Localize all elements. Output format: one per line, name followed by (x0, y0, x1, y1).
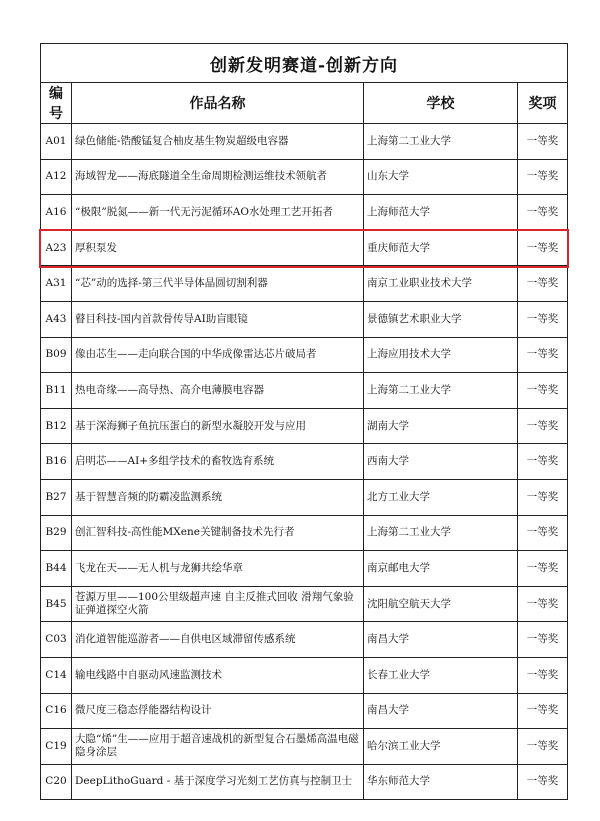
cell-award: 一等奖 (518, 693, 568, 729)
cell-name: 大隐“烯”生——应用于超音速战机的新型复合石墨烯高温电磁隐身涂层 (72, 729, 364, 765)
cell-school: 上海第二工业大学 (364, 124, 518, 160)
award-table-sheet (40, 43, 567, 800)
cell-name: 输电线路中自驱动风速监测技术 (72, 657, 364, 693)
cell-school: 南京工业职业技术大学 (364, 266, 518, 302)
cell-award: 一等奖 (518, 373, 568, 409)
table-row (41, 230, 568, 266)
cell-award: 一等奖 (518, 551, 568, 587)
cell-award: 一等奖 (518, 124, 568, 160)
cell-school: 哈尔滨工业大学 (364, 729, 518, 765)
table-row (41, 764, 568, 800)
cell-id: B45 (41, 586, 72, 622)
cell-name: 海域智龙——海底隧道全生命周期检测运维技术领航者 (72, 159, 364, 195)
cell-name: “芯”动的选择-第三代半导体晶圆切割利器 (72, 266, 364, 302)
table-row (41, 729, 568, 765)
cell-name: 像由芯生——走向联合国的中华成像雷达芯片破局者 (72, 337, 364, 373)
cell-id: A31 (41, 266, 72, 302)
header-id: 编号 (41, 83, 72, 124)
cell-school: 北方工业大学 (364, 479, 518, 515)
table-title: 创新发明赛道-创新方向 (41, 44, 568, 83)
cell-school: 上海应用技术大学 (364, 337, 518, 373)
cell-name: 瞽目科技-国内首款骨传导AI助盲眼镜 (72, 301, 364, 337)
cell-name: 基于智慧音频的防霸凌监测系统 (72, 479, 364, 515)
title-row (41, 44, 568, 83)
cell-school: 上海师范大学 (364, 195, 518, 231)
cell-id: B44 (41, 551, 72, 587)
cell-id: C19 (41, 729, 72, 765)
cell-award: 一等奖 (518, 764, 568, 800)
header-row (41, 83, 568, 124)
cell-id: C14 (41, 657, 72, 693)
cell-name: 创汇智科技-高性能MXene关键制备技术先行者 (72, 515, 364, 551)
cell-award: 一等奖 (518, 337, 568, 373)
cell-id: C20 (41, 764, 72, 800)
header-school: 学校 (364, 83, 518, 124)
cell-id: B12 (41, 408, 72, 444)
cell-name: DeepLithoGuard - 基于深度学习光刻工艺仿真与控制卫士 (72, 764, 364, 800)
cell-name: 热电奇缘——高导热、高介电薄膜电容器 (72, 373, 364, 409)
cell-name: 绿色储能-锆酸锰复合柚皮基生物炭超级电容器 (72, 124, 364, 160)
cell-id: C16 (41, 693, 72, 729)
cell-award: 一等奖 (518, 266, 568, 302)
cell-award: 一等奖 (518, 515, 568, 551)
cell-name: 苍源万里——100公里级超声速 自主反推式回收 滑翔气象验证弹道探空火箭 (72, 586, 364, 622)
cell-id: B27 (41, 479, 72, 515)
table-row (41, 479, 568, 515)
cell-school: 西南大学 (364, 444, 518, 480)
cell-school: 上海第二工业大学 (364, 515, 518, 551)
cell-id: B29 (41, 515, 72, 551)
table-row (41, 159, 568, 195)
cell-id: A23 (41, 230, 72, 266)
table-row (41, 301, 568, 337)
cell-school: 南昌大学 (364, 693, 518, 729)
cell-id: A12 (41, 159, 72, 195)
table-row (41, 337, 568, 373)
cell-name: 飞龙在天——无人机与龙狮共绘华章 (72, 551, 364, 587)
table-row (41, 195, 568, 231)
table-row (41, 408, 568, 444)
cell-name: 厚积泵发 (72, 230, 364, 266)
cell-school: 景德镇艺术职业大学 (364, 301, 518, 337)
cell-school: 重庆师范大学 (364, 230, 518, 266)
cell-school: 南昌大学 (364, 622, 518, 658)
header-award: 奖项 (518, 83, 568, 124)
cell-name: “极限”脱氮——新一代无污泥循环AO水处理工艺开拓者 (72, 195, 364, 231)
table-row (41, 444, 568, 480)
award-table (40, 43, 568, 800)
table-row (41, 266, 568, 302)
cell-id: B11 (41, 373, 72, 409)
cell-award: 一等奖 (518, 729, 568, 765)
cell-award: 一等奖 (518, 195, 568, 231)
table-row (41, 693, 568, 729)
cell-award: 一等奖 (518, 622, 568, 658)
table-row (41, 586, 568, 622)
table-row (41, 551, 568, 587)
cell-award: 一等奖 (518, 159, 568, 195)
cell-id: C03 (41, 622, 72, 658)
header-name: 作品名称 (72, 83, 364, 124)
cell-name: 消化道智能巡游者——自供电区域滞留传感系统 (72, 622, 364, 658)
table-row (41, 657, 568, 693)
cell-school: 山东大学 (364, 159, 518, 195)
cell-award: 一等奖 (518, 586, 568, 622)
cell-school: 上海第二工业大学 (364, 373, 518, 409)
cell-id: B09 (41, 337, 72, 373)
cell-name: 微尺度三稳态俘能器结构设计 (72, 693, 364, 729)
cell-award: 一等奖 (518, 479, 568, 515)
table-row (41, 622, 568, 658)
cell-award: 一等奖 (518, 444, 568, 480)
cell-school: 华东师范大学 (364, 764, 518, 800)
table-row (41, 124, 568, 160)
table-row (41, 515, 568, 551)
cell-id: B16 (41, 444, 72, 480)
table-body (41, 124, 568, 800)
cell-id: A01 (41, 124, 72, 160)
cell-award: 一等奖 (518, 408, 568, 444)
cell-award: 一等奖 (518, 301, 568, 337)
cell-id: A43 (41, 301, 72, 337)
cell-school: 南京邮电大学 (364, 551, 518, 587)
cell-award: 一等奖 (518, 230, 568, 266)
cell-school: 沈阳航空航天大学 (364, 586, 518, 622)
cell-school: 湖南大学 (364, 408, 518, 444)
cell-name: 启明芯——AI+多组学技术的畜牧选育系统 (72, 444, 364, 480)
table-row (41, 373, 568, 409)
cell-award: 一等奖 (518, 657, 568, 693)
cell-name: 基于深海狮子鱼抗压蛋白的新型水凝胶开发与应用 (72, 408, 364, 444)
cell-id: A16 (41, 195, 72, 231)
cell-school: 长春工业大学 (364, 657, 518, 693)
